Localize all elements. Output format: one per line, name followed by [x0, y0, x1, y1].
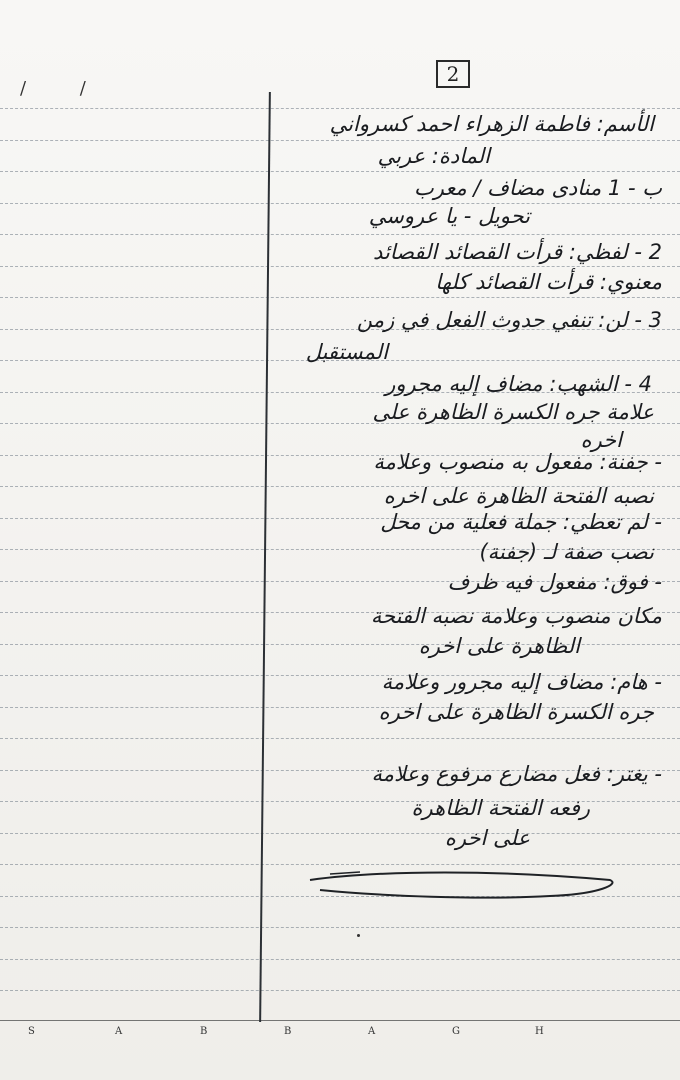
ruled-line	[0, 140, 680, 141]
margin-line	[259, 92, 271, 1022]
handwritten-line: 3 - لن: تنفي حدوث الفعل في زمن	[356, 308, 662, 332]
footer-letter: G	[452, 1026, 460, 1037]
ruled-line	[0, 990, 680, 991]
footer-letter: A	[115, 1026, 123, 1037]
handwritten-line: جره الكسرة الظاهرة على اخره	[378, 700, 654, 724]
page-number: 2	[436, 60, 470, 88]
handwritten-line: 4 - الشهب: مضاف إليه مجرور	[385, 372, 652, 396]
handwritten-line: على اخره	[444, 826, 530, 850]
margin-ticks: / /	[20, 78, 110, 99]
footer-letter-row	[0, 1026, 680, 1046]
handwritten-line: معنوي: قرأت القصائد كلها	[435, 270, 662, 294]
footer-letter: A	[368, 1026, 376, 1037]
footer-letter: S	[28, 1026, 35, 1037]
footer-letter: B	[200, 1026, 208, 1037]
ruled-line	[0, 266, 680, 267]
footer-letter: H	[535, 1026, 544, 1037]
handwritten-line: الأسم: فاطمة الزهراء احمد كسرواني	[329, 112, 654, 136]
handwritten-line: 2 - لفظي: قرأت القصائد القصائد	[372, 240, 662, 264]
ink-dot	[357, 934, 360, 937]
handwritten-line: - جفنة: مفعول به منصوب وعلامة	[373, 450, 662, 474]
ruled-line	[0, 864, 680, 865]
footer-letter: B	[284, 1026, 292, 1037]
ruled-line	[0, 203, 680, 204]
handwritten-line: - يغتر: فعل مضارع مرفوع وعلامة	[371, 762, 662, 786]
ruled-line	[0, 927, 680, 928]
handwritten-line: اخره	[580, 428, 622, 452]
ruled-line	[0, 234, 680, 235]
ruled-line	[0, 1020, 680, 1021]
end-flourish	[300, 866, 640, 906]
handwritten-line: رفعه الفتحة الظاهرة	[411, 796, 590, 820]
handwritten-line: تحويل - يا عروسي	[368, 204, 530, 228]
handwritten-line: مكان منصوب وعلامة نصبه الفتحة	[370, 604, 662, 628]
ruled-line	[0, 833, 680, 834]
ruled-line	[0, 297, 680, 298]
handwritten-line: نصبه الفتحة الظاهرة على اخره	[383, 484, 654, 508]
ruled-line	[0, 108, 680, 109]
handwritten-line: المادة: عربي	[377, 144, 490, 168]
handwritten-line: - لم تعطي: جملة فعلية من محل	[380, 510, 662, 534]
handwritten-line: الظاهرة على اخره	[418, 634, 580, 658]
handwritten-line: - هام: مضاف إليه مجرور وعلامة	[381, 670, 662, 694]
ruled-line	[0, 738, 680, 739]
handwritten-line: علامة جره الكسرة الظاهرة على	[372, 400, 654, 424]
handwritten-line: نصب صفة لـ (جفنة)	[479, 540, 654, 564]
ruled-line	[0, 171, 680, 172]
handwritten-line: - فوق: مفعول فيه ظرف	[447, 570, 662, 594]
handwritten-line: ب - 1 منادى مضاف / معرب	[414, 176, 662, 200]
handwritten-line: المستقبل	[305, 340, 388, 364]
ruled-line	[0, 959, 680, 960]
